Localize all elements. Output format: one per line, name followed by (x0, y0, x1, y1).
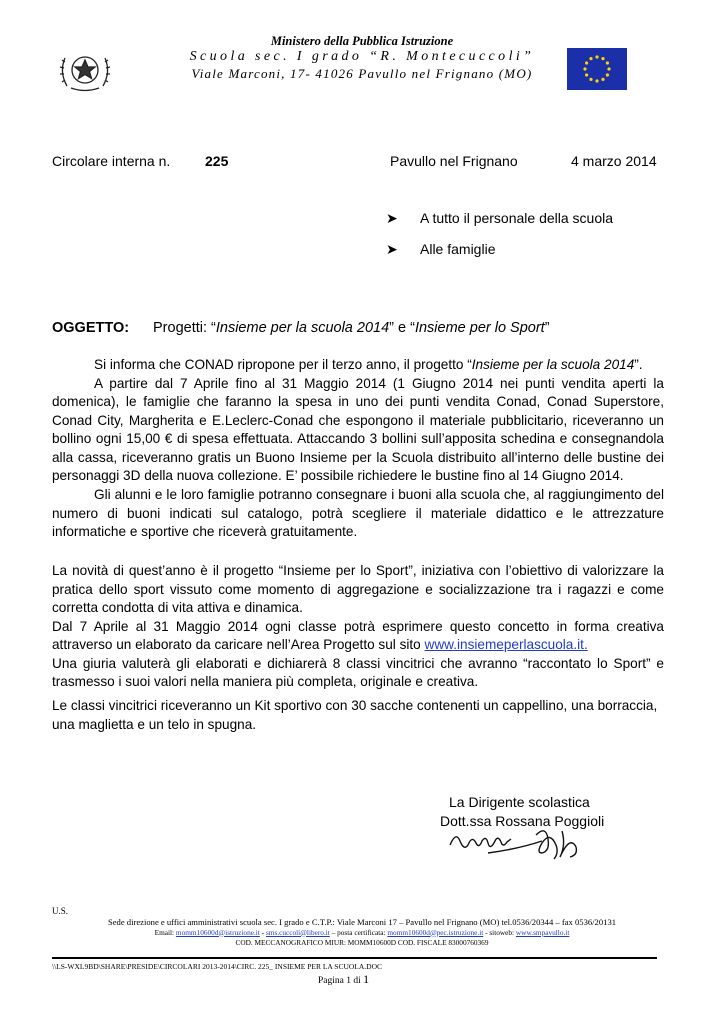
signature-role: La Dirigente scolastica (449, 794, 590, 810)
page-of: di (350, 976, 364, 986)
circular-number: 225 (205, 153, 229, 169)
footer-email-link[interactable]: momm10600d@istruzione.it (175, 927, 260, 937)
subject-text (153, 320, 550, 336)
handwritten-signature-icon (440, 823, 590, 863)
file-path: \\LS-WXL9BD\SHARE\PRESIDE\CIRCOLARI 2013-2014\CIRC. 225_ INSIEME PER LA SCUOLA.DOC (52, 962, 383, 971)
subject-suffix: ” (544, 320, 550, 336)
page-current: 1 (346, 976, 351, 986)
arrow-bullet-icon: ➤ (386, 210, 398, 226)
paragraph-kit: Le classi vincitrici riceveranno un Kit sportivo con 30 sacche contenenti un cappellino, una borraccia, una maglietta e un telo in spugna. (52, 698, 658, 732)
paragraph-buoni (52, 486, 664, 542)
recipient-item (386, 210, 613, 227)
p1-text-a: Si informa che CONAD ripropone per il terzo anno, il progetto “ (94, 357, 472, 372)
recipient-label: A tutto il personale della scuola (420, 210, 614, 226)
p3-text-c: Una giuria valuterà gli elaborati e dichiarerà 8 classi vincitrici che avranno “raccontato lo Sport” e trasmesso i suoi valori nella maniera più completa, originale e creativa. (52, 655, 664, 689)
footer-us: U.S. (52, 906, 69, 916)
subject-mid: ” e “ (389, 320, 415, 336)
subject-label: OGGETTO: (52, 320, 130, 336)
p2-text: Gli alunni e le loro famiglie potranno consegnare i buoni alla scuola che, al raggiungimento del numero di buoni indicati sul catalogo, potrà scegliere il materiale didattico e le attrezzature informatiche e sportive che riceverà gratuitamente. (52, 487, 664, 539)
circular-date: 4 marzo 2014 (571, 153, 657, 169)
footer-codes: COD. MECCANOGRAFICO MIUR: MOMM10600D COD. FISCALE 83000760369 (235, 938, 489, 947)
page-number (318, 972, 369, 987)
footer-pec-link[interactable]: momm10600d@pec.istruzione.it (387, 927, 484, 937)
recipient-item (386, 241, 495, 258)
paragraph-conad (52, 356, 664, 486)
page-total: 1 (363, 972, 370, 986)
arrow-bullet-icon: ➤ (386, 241, 398, 257)
subject-project-2: Insieme per lo Sport (414, 320, 545, 336)
footer-website-link[interactable]: www.smpavullo.it (515, 927, 570, 937)
website-link[interactable]: www.insiemeperlascuola.it. (424, 637, 588, 652)
circular-label: Circolare interna n. (52, 153, 171, 169)
signature-name: Dott.ssa Rossana Poggioli (440, 813, 605, 829)
school-address: Viale Marconi, 17- 41026 Pavullo nel Frignano (MO) (191, 66, 533, 81)
ministry-name: Ministero della Pubblica Istruzione (270, 34, 454, 48)
footer-address-line: Sede direzione e uffici amministrativi scuola sec. I grado e C.T.P.: Viale Marconi 17 – Pavullo nel Frignano (MO) tel.0536/20344 – fax 0536/20131 (107, 917, 617, 927)
p1-italic: Insieme per la scuola 2014 (471, 357, 635, 372)
subject-prefix: Progetti: “ (153, 320, 216, 336)
subject-project-1: Insieme per la scuola 2014 (215, 320, 390, 336)
footer-email-link[interactable]: sms.cuccoli@libero.it (265, 927, 330, 937)
school-name: Scuola sec. I grado “R. Montecuccoli” (189, 49, 535, 64)
circular-place: Pavullo nel Frignano (390, 153, 518, 169)
footer-block (0, 917, 724, 949)
footer-divider (52, 957, 657, 959)
p3-text-b: Dal 7 Aprile al 31 Maggio 2014 ogni classe potrà esprimere questo concetto in forma creativa attraverso un elaborato da caricare nell’Area Progetto sul sito (52, 618, 664, 652)
page-label: Pagina (318, 976, 347, 986)
footer-web-label: - sitoweb: (483, 927, 516, 937)
p1-text-c: A partire dal 7 Aprile fino al 31 Maggio 2014 (1 Giugno 2014 nei punti vendita aperti la domenica), le famiglie che faranno la spesa in uno dei punti vendita Conad, Conad Superstore, Conad City, Margherita e E.Leclerc-Conad che espongono il materiale pubblicitario, riceveranno un bollino ogni 15,00 € di spesa effettuata. Attaccando 3 bollini sull’apposita schedina e consegnandola alla cassa, riceveranno gratis un Buono Insieme per la Scuola distribuito all’interno delle bustine dei personaggi 3D della nuova collezione. E’ possibile richiedere le bustine fino al 14 Giugno 2014. (52, 375, 664, 483)
footer-separator: - (259, 927, 266, 937)
p3-text-a: La novità di quest’anno è il progetto “Insieme per lo Sport”, iniziativa con l’obiettivo di valorizzare la pratica dello sport vissuto come momento di aggregazione e socializzazione tra i ragazzi e come corretta condotta di vita attiva e dinamica. (52, 563, 664, 615)
footer-pec-label: – posta certificata: (329, 927, 388, 937)
p1-text-b: ”. (634, 357, 643, 372)
paragraph-sport (52, 562, 664, 692)
footer-email-label: Email: (154, 927, 176, 937)
eu-flag-icon (567, 48, 627, 90)
recipient-label: Alle famiglie (420, 241, 496, 257)
